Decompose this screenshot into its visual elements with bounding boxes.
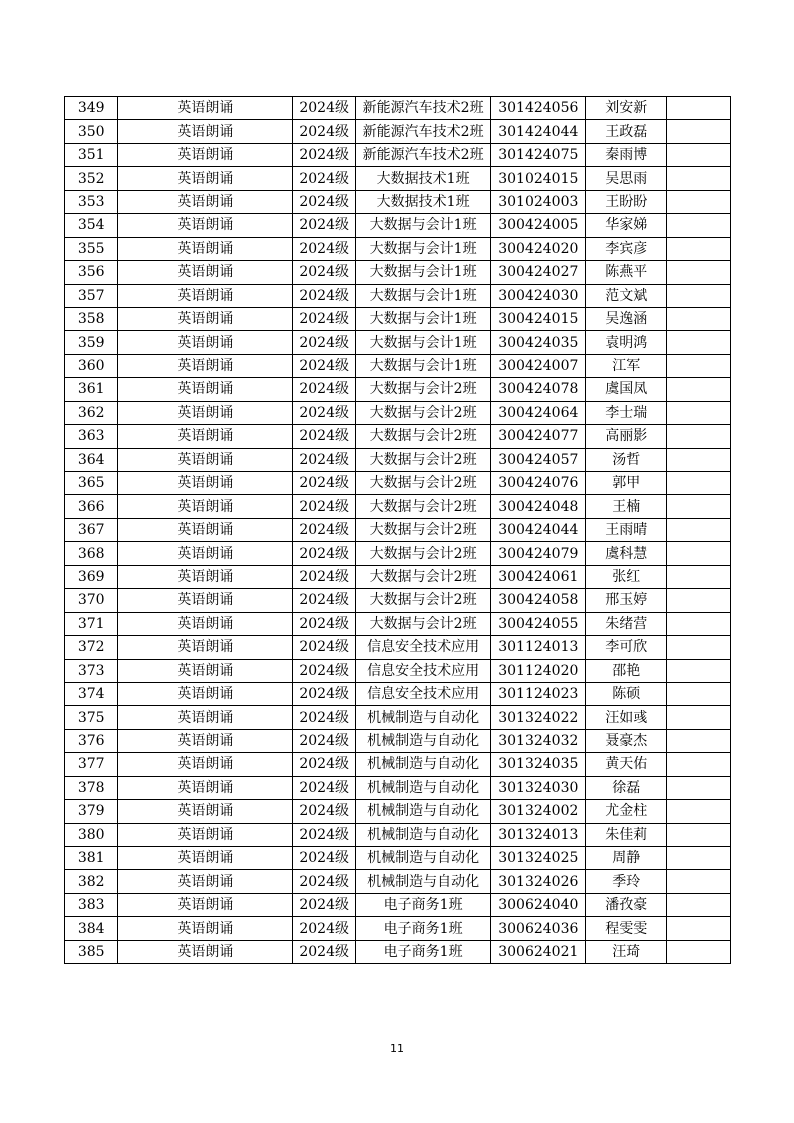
student-id-cell: 301424056 (491, 97, 586, 120)
grade-cell: 2024级 (293, 97, 356, 120)
student-name-cell: 高丽影 (586, 425, 667, 448)
grade-cell: 2024级 (293, 636, 356, 659)
row-number-cell: 364 (65, 448, 118, 471)
remark-cell (667, 847, 731, 870)
student-id-cell: 300424064 (491, 401, 586, 424)
student-id-cell: 300424005 (491, 214, 586, 237)
table-row (65, 448, 731, 471)
grade-cell: 2024级 (293, 472, 356, 495)
grade-cell: 2024级 (293, 401, 356, 424)
student-name-cell: 黄天佑 (586, 753, 667, 776)
grade-cell: 2024级 (293, 120, 356, 143)
remark-cell (667, 167, 731, 190)
row-number-cell: 363 (65, 425, 118, 448)
table-row (65, 97, 731, 120)
student-name-cell: 袁明鸿 (586, 331, 667, 354)
row-number-cell: 356 (65, 261, 118, 284)
grade-cell: 2024级 (293, 307, 356, 330)
row-number-cell: 365 (65, 472, 118, 495)
remark-cell (667, 425, 731, 448)
row-number-cell: 381 (65, 847, 118, 870)
student-name-cell: 徐磊 (586, 776, 667, 799)
row-number-cell: 385 (65, 940, 118, 963)
event-cell: 英语朗诵 (118, 847, 293, 870)
student-id-cell: 300424007 (491, 354, 586, 377)
row-number-cell: 352 (65, 167, 118, 190)
student-id-cell: 301324030 (491, 776, 586, 799)
student-id-cell: 300424079 (491, 542, 586, 565)
student-name-cell: 李宾彦 (586, 237, 667, 260)
remark-cell (667, 659, 731, 682)
event-cell: 英语朗诵 (118, 823, 293, 846)
row-number-cell: 368 (65, 542, 118, 565)
student-id-cell: 301424044 (491, 120, 586, 143)
remark-cell (667, 893, 731, 916)
student-name-cell: 汪如彧 (586, 706, 667, 729)
class-cell: 新能源汽车技术2班 (356, 97, 491, 120)
grade-cell: 2024级 (293, 706, 356, 729)
grade-cell: 2024级 (293, 331, 356, 354)
event-cell: 英语朗诵 (118, 893, 293, 916)
class-cell: 大数据与会计1班 (356, 354, 491, 377)
class-cell: 电子商务1班 (356, 917, 491, 940)
student-name-cell: 虞国凤 (586, 378, 667, 401)
table-row (65, 354, 731, 377)
event-cell: 英语朗诵 (118, 401, 293, 424)
class-cell: 大数据与会计1班 (356, 307, 491, 330)
roster-table (64, 96, 731, 964)
grade-cell: 2024级 (293, 167, 356, 190)
class-cell: 大数据技术1班 (356, 167, 491, 190)
grade-cell: 2024级 (293, 518, 356, 541)
grade-cell: 2024级 (293, 378, 356, 401)
event-cell: 英语朗诵 (118, 97, 293, 120)
table-row (65, 472, 731, 495)
event-cell: 英语朗诵 (118, 682, 293, 705)
student-name-cell: 王楠 (586, 495, 667, 518)
student-id-cell: 301024003 (491, 190, 586, 213)
class-cell: 信息安全技术应用 (356, 659, 491, 682)
student-id-cell: 300424058 (491, 589, 586, 612)
class-cell: 电子商务1班 (356, 940, 491, 963)
table-row (65, 917, 731, 940)
event-cell: 英语朗诵 (118, 800, 293, 823)
grade-cell: 2024级 (293, 448, 356, 471)
table-row (65, 425, 731, 448)
student-id-cell: 300424027 (491, 261, 586, 284)
student-name-cell: 华家娣 (586, 214, 667, 237)
remark-cell (667, 706, 731, 729)
student-id-cell: 301124023 (491, 682, 586, 705)
remark-cell (667, 800, 731, 823)
student-name-cell: 郭甲 (586, 472, 667, 495)
event-cell: 英语朗诵 (118, 237, 293, 260)
class-cell: 机械制造与自动化 (356, 823, 491, 846)
remark-cell (667, 97, 731, 120)
grade-cell: 2024级 (293, 612, 356, 635)
student-id-cell: 301324032 (491, 729, 586, 752)
event-cell: 英语朗诵 (118, 729, 293, 752)
row-number-cell: 374 (65, 682, 118, 705)
student-id-cell: 301324035 (491, 753, 586, 776)
class-cell: 电子商务1班 (356, 893, 491, 916)
table-row (65, 753, 731, 776)
event-cell: 英语朗诵 (118, 917, 293, 940)
remark-cell (667, 542, 731, 565)
remark-cell (667, 518, 731, 541)
student-name-cell: 吴逸涵 (586, 307, 667, 330)
event-cell: 英语朗诵 (118, 706, 293, 729)
table-row (65, 167, 731, 190)
student-name-cell: 李士瑞 (586, 401, 667, 424)
class-cell: 大数据与会计2班 (356, 495, 491, 518)
student-name-cell: 王政磊 (586, 120, 667, 143)
student-id-cell: 301324026 (491, 870, 586, 893)
row-number-cell: 355 (65, 237, 118, 260)
row-number-cell: 383 (65, 893, 118, 916)
remark-cell (667, 331, 731, 354)
event-cell: 英语朗诵 (118, 542, 293, 565)
class-cell: 新能源汽车技术2班 (356, 120, 491, 143)
remark-cell (667, 378, 731, 401)
event-cell: 英语朗诵 (118, 518, 293, 541)
student-id-cell: 300424044 (491, 518, 586, 541)
event-cell: 英语朗诵 (118, 307, 293, 330)
event-cell: 英语朗诵 (118, 190, 293, 213)
table-row (65, 823, 731, 846)
student-name-cell: 朱绪营 (586, 612, 667, 635)
event-cell: 英语朗诵 (118, 940, 293, 963)
grade-cell: 2024级 (293, 800, 356, 823)
row-number-cell: 366 (65, 495, 118, 518)
student-name-cell: 聂豪杰 (586, 729, 667, 752)
table-row (65, 589, 731, 612)
student-name-cell: 王盼盼 (586, 190, 667, 213)
row-number-cell: 353 (65, 190, 118, 213)
grade-cell: 2024级 (293, 917, 356, 940)
grade-cell: 2024级 (293, 542, 356, 565)
table-row (65, 331, 731, 354)
grade-cell: 2024级 (293, 940, 356, 963)
event-cell: 英语朗诵 (118, 261, 293, 284)
table-row (65, 636, 731, 659)
event-cell: 英语朗诵 (118, 448, 293, 471)
remark-cell (667, 565, 731, 588)
student-name-cell: 张红 (586, 565, 667, 588)
remark-cell (667, 870, 731, 893)
event-cell: 英语朗诵 (118, 589, 293, 612)
table-row (65, 214, 731, 237)
row-number-cell: 350 (65, 120, 118, 143)
remark-cell (667, 401, 731, 424)
class-cell: 机械制造与自动化 (356, 800, 491, 823)
student-id-cell: 301324002 (491, 800, 586, 823)
class-cell: 大数据与会计2班 (356, 472, 491, 495)
remark-cell (667, 729, 731, 752)
student-name-cell: 刘安新 (586, 97, 667, 120)
event-cell: 英语朗诵 (118, 753, 293, 776)
table-row (65, 870, 731, 893)
row-number-cell: 351 (65, 143, 118, 166)
student-id-cell: 300424077 (491, 425, 586, 448)
remark-cell (667, 589, 731, 612)
class-cell: 大数据与会计2班 (356, 565, 491, 588)
row-number-cell: 357 (65, 284, 118, 307)
remark-cell (667, 776, 731, 799)
class-cell: 大数据与会计2班 (356, 612, 491, 635)
row-number-cell: 371 (65, 612, 118, 635)
event-cell: 英语朗诵 (118, 143, 293, 166)
row-number-cell: 380 (65, 823, 118, 846)
row-number-cell: 372 (65, 636, 118, 659)
table-row (65, 893, 731, 916)
class-cell: 大数据与会计1班 (356, 237, 491, 260)
table-row (65, 190, 731, 213)
student-id-cell: 300424030 (491, 284, 586, 307)
student-name-cell: 朱佳莉 (586, 823, 667, 846)
student-name-cell: 汤哲 (586, 448, 667, 471)
grade-cell: 2024级 (293, 565, 356, 588)
grade-cell: 2024级 (293, 495, 356, 518)
event-cell: 英语朗诵 (118, 636, 293, 659)
class-cell: 大数据与会计1班 (356, 261, 491, 284)
table-row (65, 143, 731, 166)
remark-cell (667, 636, 731, 659)
class-cell: 大数据与会计2班 (356, 425, 491, 448)
student-name-cell: 秦雨博 (586, 143, 667, 166)
row-number-cell: 370 (65, 589, 118, 612)
remark-cell (667, 354, 731, 377)
row-number-cell: 382 (65, 870, 118, 893)
class-cell: 信息安全技术应用 (356, 682, 491, 705)
remark-cell (667, 823, 731, 846)
class-cell: 机械制造与自动化 (356, 847, 491, 870)
class-cell: 大数据技术1班 (356, 190, 491, 213)
table-row (65, 495, 731, 518)
remark-cell (667, 214, 731, 237)
grade-cell: 2024级 (293, 143, 356, 166)
class-cell: 机械制造与自动化 (356, 776, 491, 799)
student-name-cell: 陈燕平 (586, 261, 667, 284)
student-id-cell: 300424020 (491, 237, 586, 260)
remark-cell (667, 682, 731, 705)
grade-cell: 2024级 (293, 659, 356, 682)
student-name-cell: 季玲 (586, 870, 667, 893)
grade-cell: 2024级 (293, 214, 356, 237)
remark-cell (667, 495, 731, 518)
class-cell: 大数据与会计1班 (356, 284, 491, 307)
grade-cell: 2024级 (293, 776, 356, 799)
event-cell: 英语朗诵 (118, 214, 293, 237)
student-id-cell: 300424035 (491, 331, 586, 354)
class-cell: 新能源汽车技术2班 (356, 143, 491, 166)
grade-cell: 2024级 (293, 284, 356, 307)
student-name-cell: 汪琦 (586, 940, 667, 963)
grade-cell: 2024级 (293, 682, 356, 705)
table-row (65, 284, 731, 307)
grade-cell: 2024级 (293, 237, 356, 260)
row-number-cell: 384 (65, 917, 118, 940)
event-cell: 英语朗诵 (118, 354, 293, 377)
row-number-cell: 358 (65, 307, 118, 330)
grade-cell: 2024级 (293, 354, 356, 377)
table-row (65, 565, 731, 588)
row-number-cell: 359 (65, 331, 118, 354)
grade-cell: 2024级 (293, 589, 356, 612)
grade-cell: 2024级 (293, 893, 356, 916)
class-cell: 大数据与会计2班 (356, 589, 491, 612)
student-id-cell: 301324013 (491, 823, 586, 846)
student-id-cell: 300424057 (491, 448, 586, 471)
event-cell: 英语朗诵 (118, 167, 293, 190)
row-number-cell: 375 (65, 706, 118, 729)
table-row (65, 659, 731, 682)
student-name-cell: 范文斌 (586, 284, 667, 307)
grade-cell: 2024级 (293, 425, 356, 448)
table-row (65, 401, 731, 424)
student-id-cell: 301124013 (491, 636, 586, 659)
event-cell: 英语朗诵 (118, 425, 293, 448)
table-row (65, 682, 731, 705)
row-number-cell: 369 (65, 565, 118, 588)
grade-cell: 2024级 (293, 261, 356, 284)
class-cell: 机械制造与自动化 (356, 729, 491, 752)
remark-cell (667, 284, 731, 307)
student-name-cell: 邵艳 (586, 659, 667, 682)
row-number-cell: 360 (65, 354, 118, 377)
student-id-cell: 301324022 (491, 706, 586, 729)
table-row (65, 847, 731, 870)
table-row (65, 237, 731, 260)
student-id-cell: 301424075 (491, 143, 586, 166)
student-name-cell: 周静 (586, 847, 667, 870)
student-name-cell: 程雯雯 (586, 917, 667, 940)
class-cell: 信息安全技术应用 (356, 636, 491, 659)
class-cell: 机械制造与自动化 (356, 706, 491, 729)
student-name-cell: 吴思雨 (586, 167, 667, 190)
remark-cell (667, 190, 731, 213)
table-row (65, 776, 731, 799)
grade-cell: 2024级 (293, 823, 356, 846)
class-cell: 大数据与会计2班 (356, 378, 491, 401)
remark-cell (667, 143, 731, 166)
class-cell: 大数据与会计2班 (356, 518, 491, 541)
student-id-cell: 300624040 (491, 893, 586, 916)
remark-cell (667, 940, 731, 963)
row-number-cell: 349 (65, 97, 118, 120)
student-id-cell: 301124020 (491, 659, 586, 682)
student-id-cell: 300624021 (491, 940, 586, 963)
table-row (65, 706, 731, 729)
student-id-cell: 300424076 (491, 472, 586, 495)
grade-cell: 2024级 (293, 729, 356, 752)
event-cell: 英语朗诵 (118, 495, 293, 518)
row-number-cell: 376 (65, 729, 118, 752)
remark-cell (667, 612, 731, 635)
table-row (65, 120, 731, 143)
roster-table-body (65, 97, 731, 964)
student-id-cell: 300424078 (491, 378, 586, 401)
event-cell: 英语朗诵 (118, 120, 293, 143)
table-row (65, 940, 731, 963)
remark-cell (667, 237, 731, 260)
student-id-cell: 301324025 (491, 847, 586, 870)
table-row (65, 800, 731, 823)
row-number-cell: 377 (65, 753, 118, 776)
student-name-cell: 虞科慧 (586, 542, 667, 565)
event-cell: 英语朗诵 (118, 659, 293, 682)
row-number-cell: 379 (65, 800, 118, 823)
student-name-cell: 邢玉婷 (586, 589, 667, 612)
grade-cell: 2024级 (293, 190, 356, 213)
event-cell: 英语朗诵 (118, 565, 293, 588)
table-row (65, 261, 731, 284)
class-cell: 大数据与会计1班 (356, 331, 491, 354)
student-name-cell: 王雨晴 (586, 518, 667, 541)
remark-cell (667, 472, 731, 495)
table-row (65, 729, 731, 752)
row-number-cell: 373 (65, 659, 118, 682)
student-id-cell: 300424061 (491, 565, 586, 588)
row-number-cell: 354 (65, 214, 118, 237)
student-id-cell: 300424048 (491, 495, 586, 518)
student-id-cell: 300624036 (491, 917, 586, 940)
table-row (65, 542, 731, 565)
grade-cell: 2024级 (293, 847, 356, 870)
event-cell: 英语朗诵 (118, 331, 293, 354)
student-name-cell: 李可欣 (586, 636, 667, 659)
class-cell: 大数据与会计1班 (356, 214, 491, 237)
grade-cell: 2024级 (293, 753, 356, 776)
event-cell: 英语朗诵 (118, 378, 293, 401)
event-cell: 英语朗诵 (118, 776, 293, 799)
remark-cell (667, 448, 731, 471)
class-cell: 大数据与会计2班 (356, 542, 491, 565)
class-cell: 大数据与会计2班 (356, 448, 491, 471)
student-id-cell: 301024015 (491, 167, 586, 190)
row-number-cell: 361 (65, 378, 118, 401)
class-cell: 机械制造与自动化 (356, 870, 491, 893)
student-name-cell: 江军 (586, 354, 667, 377)
grade-cell: 2024级 (293, 870, 356, 893)
table-row (65, 612, 731, 635)
event-cell: 英语朗诵 (118, 612, 293, 635)
table-row (65, 378, 731, 401)
row-number-cell: 362 (65, 401, 118, 424)
student-id-cell: 300424055 (491, 612, 586, 635)
student-name-cell: 陈硕 (586, 682, 667, 705)
table-row (65, 518, 731, 541)
student-name-cell: 潘孜豪 (586, 893, 667, 916)
student-name-cell: 尤金柱 (586, 800, 667, 823)
row-number-cell: 378 (65, 776, 118, 799)
student-id-cell: 300424015 (491, 307, 586, 330)
remark-cell (667, 120, 731, 143)
class-cell: 大数据与会计2班 (356, 401, 491, 424)
remark-cell (667, 261, 731, 284)
event-cell: 英语朗诵 (118, 284, 293, 307)
page-number: 11 (390, 1042, 404, 1055)
event-cell: 英语朗诵 (118, 870, 293, 893)
class-cell: 机械制造与自动化 (356, 753, 491, 776)
table-row (65, 307, 731, 330)
remark-cell (667, 753, 731, 776)
row-number-cell: 367 (65, 518, 118, 541)
remark-cell (667, 307, 731, 330)
remark-cell (667, 917, 731, 940)
event-cell: 英语朗诵 (118, 472, 293, 495)
